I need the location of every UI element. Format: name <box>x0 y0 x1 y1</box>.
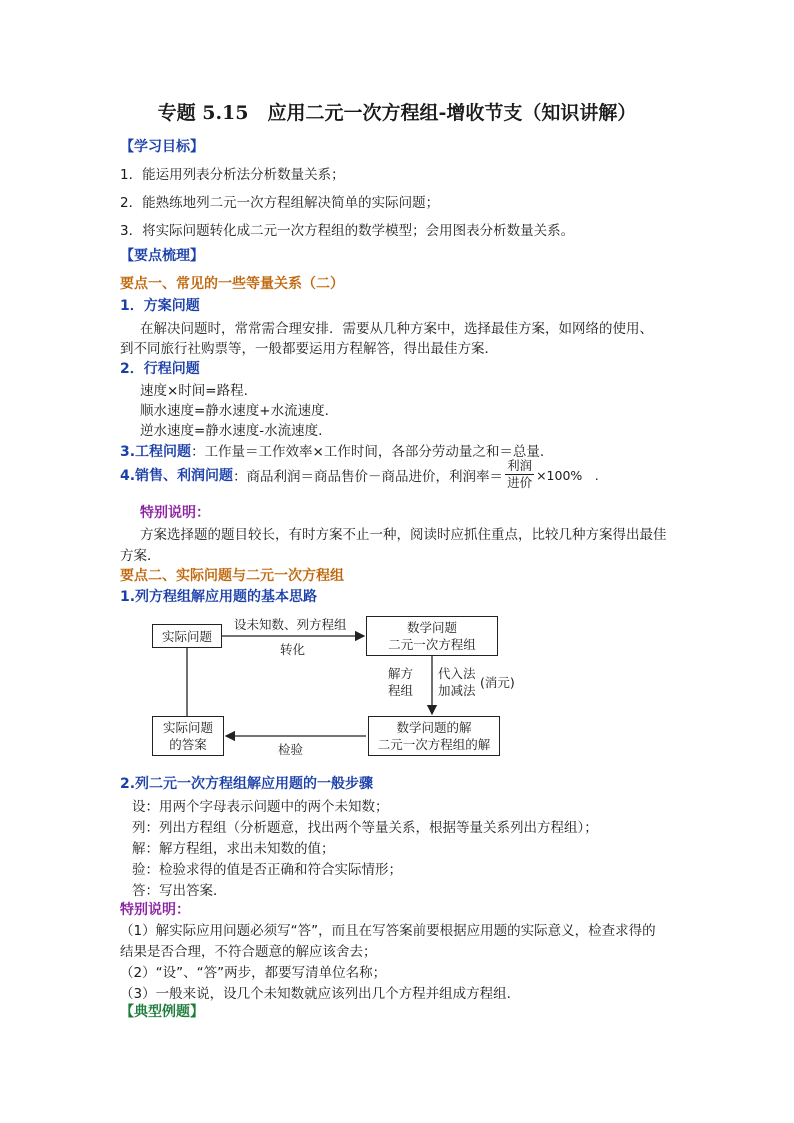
point1-title: 要点一、常见的一些等量关系（二） <box>120 276 344 292</box>
elimination-label: (消元) <box>480 675 515 690</box>
box-math-problem <box>366 616 498 656</box>
point2-title: 要点二、实际问题与二元一次方程组 <box>120 568 344 584</box>
note2-heading: 特别说明： <box>120 902 190 918</box>
solve-label-line: 解方 <box>388 666 414 681</box>
note2-text: 结果是否合理，不符合题意的解应该舍去； <box>120 944 377 960</box>
page-title: 专题 5.15 应用二元一次方程组-增收节支（知识讲解） <box>157 102 637 124</box>
travel-problem-heading: 2．行程问题 <box>120 361 200 377</box>
arrow-top-label: 设未知数、列方程组 <box>234 617 347 632</box>
note2-text: （1）解实际应用问题必须写“答”，而且在写答案前要根据应用题的实际意义，检查求得的 <box>120 923 656 939</box>
travel-formula: 逆水速度=静水速度-水流速度. <box>140 423 323 439</box>
step-item: 设：用两个字母表示问题中的两个未知数； <box>132 799 389 815</box>
general-steps-heading: 2.列二元一次方程组解应用题的一般步骤 <box>120 776 374 792</box>
method-label-line: 代入法 <box>438 666 476 681</box>
box-actual-answer <box>152 716 224 756</box>
box-solution <box>368 716 500 756</box>
step-item: 列：列出方程组（分析题意，找出两个等量关系，根据等量关系列出方程组）； <box>132 820 598 836</box>
box-label: 实际问题 <box>162 720 213 735</box>
profit-problem-heading: 4.销售、利润问题 <box>120 467 234 484</box>
box-label: 实际问题 <box>161 628 212 644</box>
note1-text: 方案． <box>120 548 161 564</box>
arrow-top-sublabel: 转化 <box>280 642 306 657</box>
arrow-bottom-label: 检验 <box>278 742 304 757</box>
note2-text: （2）“设”、“答”两步，都要写清单位名称； <box>120 965 387 981</box>
box-label: 数学问题的解 <box>396 720 472 735</box>
step-item: 验：检验求得的值是否正确和符合实际情形； <box>132 862 402 878</box>
box-actual-problem <box>152 624 222 648</box>
step-item: 答：写出答案． <box>132 883 227 899</box>
box-label: 二元一次方程组 <box>388 637 476 652</box>
box-label: 二元一次方程组的解 <box>377 737 491 752</box>
note1-text: 方案选择题的题目较长，有时方案不止一种，阅读时应抓住重点，比较几种方案得出最佳 <box>140 527 667 543</box>
box-label: 的答案 <box>169 737 207 752</box>
goal-item: 1．能运用列表分析法分析数量关系； <box>120 167 345 183</box>
note2-text: （3）一般来说，设几个未知数就应该列出几个方程并组成方程组. <box>120 986 511 1002</box>
note1-heading: 特别说明： <box>140 505 210 521</box>
profit-rate-fraction <box>505 458 534 491</box>
profit-problem-text: ：商品利润＝商品售价－商品进价，利润率＝ <box>233 468 504 485</box>
work-problem-heading: 3.工程问题 <box>120 444 192 460</box>
section-examples-heading: 【典型例题】 <box>120 1004 204 1020</box>
solve-label <box>388 665 413 699</box>
method-label <box>438 665 476 699</box>
profit-rate-tail: ×100% . <box>536 467 599 483</box>
work-problem-text: ：工作量＝工作效率×工作时间，各部分劳动量之和＝总量. <box>191 444 545 460</box>
flow-diagram <box>140 612 520 762</box>
basic-approach-heading: 1.列方程组解应用题的基本思路 <box>120 589 318 605</box>
travel-formula: 速度×时间=路程. <box>140 383 248 399</box>
plan-problem-text: 到不同旅行社购票等，一般都要运用方程解答，得出最佳方案． <box>120 341 498 357</box>
solve-label-line: 程组 <box>388 683 414 698</box>
profit-problem-line <box>120 458 599 491</box>
step-item: 解：解方程组，求出未知数的值； <box>132 841 335 857</box>
box-label: 数学问题 <box>406 620 457 635</box>
fraction-denominator: 进价 <box>507 475 533 490</box>
method-label-line: 加减法 <box>438 683 476 698</box>
travel-formula: 顺水速度=静水速度+水流速度. <box>140 403 329 419</box>
section-goals-heading: 【学习目标】 <box>120 139 204 155</box>
plan-problem-text: 在解决问题时，常常需合理安排．需要从几种方案中，选择最佳方案，如网络的使用、 <box>140 321 653 337</box>
goal-item: 3．将实际问题转化成二元一次方程组的数学模型；会用图表分析数量关系。 <box>120 223 575 239</box>
goal-item: 2．能熟练地列二元一次方程组解决简单的实际问题； <box>120 195 440 211</box>
section-points-heading: 【要点梳理】 <box>120 248 204 264</box>
plan-problem-heading: 1．方案问题 <box>120 298 200 314</box>
fraction-numerator: 利润 <box>507 458 533 473</box>
